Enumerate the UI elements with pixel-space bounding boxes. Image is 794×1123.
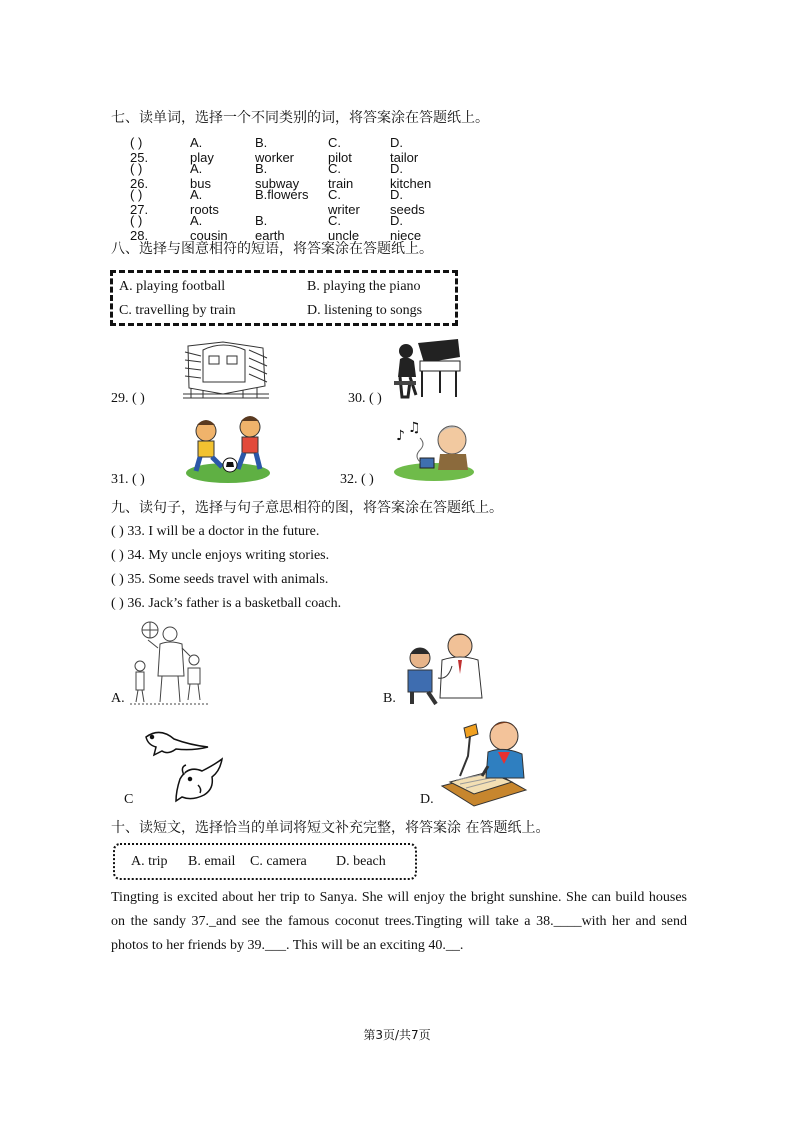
option-a: A. cousin xyxy=(190,213,228,243)
section-7-title: 七、读单词，选择一个不同类别的词，将答案涂在答题纸上。 xyxy=(111,110,489,126)
question-number: ( ) 26. xyxy=(130,161,149,191)
question-31: 31. ( ) xyxy=(111,472,145,487)
question-number: ( ) 28. xyxy=(130,213,149,243)
option-b: B. worker xyxy=(255,135,295,165)
word-option-d: D. beach xyxy=(336,854,386,869)
option-d: D. seeds xyxy=(390,187,425,217)
train-picture xyxy=(183,338,269,400)
option-a: A. play xyxy=(190,135,214,165)
word-option-a: A. trip xyxy=(131,854,168,869)
option-c: C. writer xyxy=(328,187,360,217)
option-a: A. roots xyxy=(190,187,219,217)
option-a: A. bus xyxy=(190,161,211,191)
piano-picture xyxy=(392,337,462,403)
football-picture xyxy=(186,413,270,483)
option-c: C. pilot xyxy=(328,135,352,165)
picture-label-a: A. xyxy=(111,691,125,706)
sentence-33: ( ) 33. I will be a doctor in the future. xyxy=(111,524,320,539)
option-b: B. subway xyxy=(255,161,300,191)
passage-line-3: photos to her friends by 39.___. This will be an exciting 40.__. xyxy=(111,938,464,953)
svg-text:♫: ♫ xyxy=(408,420,421,436)
sentence-36: ( ) 36. Jack’s father is a basketball coach. xyxy=(111,596,342,611)
music-picture xyxy=(390,418,474,482)
picture-label-b: B. xyxy=(383,691,396,706)
question-32: 32. ( ) xyxy=(340,472,374,487)
question-number: ( ) 27. xyxy=(130,187,149,217)
option-b: B.flowers xyxy=(255,187,309,202)
option-b: B. earth xyxy=(255,213,285,243)
picture-label-c: C xyxy=(124,792,134,807)
reading-passage xyxy=(111,886,687,958)
option-d: D. tailor xyxy=(390,135,419,165)
question-number: ( ) 25. xyxy=(130,135,149,165)
basketball-coach-picture xyxy=(130,620,210,706)
doctor-picture xyxy=(402,628,488,706)
section-8-title: 八、选择与图意相符的短语，将答案涂在答题纸上。 xyxy=(111,241,433,257)
picture-label-d: D. xyxy=(420,792,434,807)
option-c: C. uncle xyxy=(328,213,360,243)
question-29: 29. ( ) xyxy=(111,391,145,406)
page-number: 第3页/共7页 xyxy=(363,1028,431,1042)
phrase-option-d: D. listening to songs xyxy=(307,303,423,318)
option-d: D. kitchen xyxy=(390,161,432,191)
section-9-title: 九、读句子，选择与句子意思相符的图，将答案涂在答题纸上。 xyxy=(111,500,503,516)
option-d: D. niece xyxy=(390,213,422,243)
section-10-title: 十、读短文，选择恰当的单词将短文补充完整，将答案涂 在答题纸上。 xyxy=(111,820,550,836)
question-30: 30. ( ) xyxy=(348,391,382,406)
svg-text:♪: ♪ xyxy=(396,428,405,444)
phrase-option-a: A. playing football xyxy=(119,279,226,294)
passage-line-1: Tingting is excited about her trip to Sanya. She will enjoy the bright sunshine. She can build houses xyxy=(111,890,687,905)
word-option-b: B. email xyxy=(188,854,236,869)
word-option-c: C. camera xyxy=(250,854,307,869)
sentence-34: ( ) 34. My uncle enjoys writing stories. xyxy=(111,548,330,563)
passage-line-2: on the sandy 37._and see the famous coconut trees.Tingting will take a 38.____with her and send xyxy=(111,914,687,929)
phrase-option-b: B. playing the piano xyxy=(307,279,421,294)
animals-picture xyxy=(140,725,232,805)
sentence-35: ( ) 35. Some seeds travel with animals. xyxy=(111,572,329,587)
writer-picture xyxy=(438,716,530,808)
option-c: C. train xyxy=(328,161,354,191)
phrase-option-c: C. travelling by train xyxy=(119,303,236,318)
